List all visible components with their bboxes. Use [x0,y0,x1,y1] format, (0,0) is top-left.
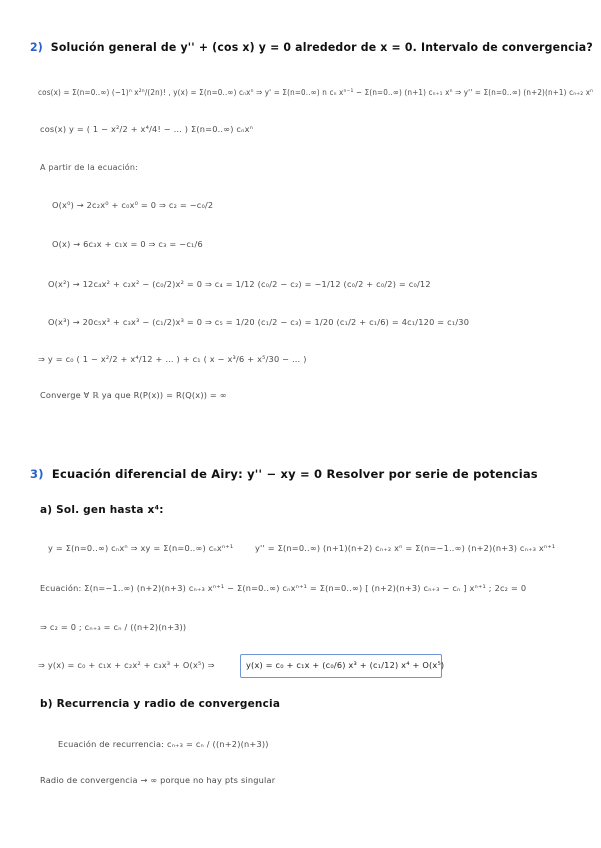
q3a-second-derivative-line: y'' = Σ(n=0..∞) (n+1)(n+2) cₙ₊₂ xⁿ = Σ(n=−1..∞) (n+2)(n+3) cₙ₊₃ xⁿ⁺¹ [255,543,556,553]
q3b-recurrence-line: Ecuación de recurrencia: cₙ₊₃ = cₙ / ((n+2)(n+3)) [58,739,269,749]
question-3-number: 3) [30,467,44,481]
q3a-equation-line: Ecuación: Σ(n=−1..∞) (n+2)(n+3) cₙ₊₃ xⁿ⁺¹ − Σ(n=0..∞) cₙxⁿ⁺¹ = Σ(n=0..∞) [ (n+2)(n+3) cₙ₊₃ − cₙ ] xⁿ⁺¹ ; 2c₂ = 0 [40,583,527,593]
q3a-recurrence-line: ⇒ c₂ = 0 ; cₙ₊₃ = cₙ / ((n+2)(n+3)) [40,622,187,632]
q2-order-1: O(x) → 6c₃x + c₁x = 0 ⇒ c₃ = −c₁/6 [52,239,203,249]
q3a-series-line: y = Σ(n=0..∞) cₙxⁿ ⇒ xy = Σ(n=0..∞) cₙxⁿ⁺¹ [48,543,234,553]
q3-part-a-title: a) Sol. gen hasta x⁴: [40,504,164,516]
question-3-title: Ecuación diferencial de Airy: y'' − xy = 0 Resolver por serie de potencias [51,467,538,481]
q2-order-2: O(x²) → 12c₄x² + c₂x² − (c₀/2)x² = 0 ⇒ c₄ = 1/12 (c₀/2 − c₂) = −1/12 (c₀/2 + c₀/2) = c₀/12 [48,279,431,289]
question-2-number: 2) [30,40,43,54]
q3-part-b-title: b) Recurrencia y radio de convergencia [40,698,281,710]
q3b-radius-line: Radio de convergencia → ∞ porque no hay pts singular [40,775,276,785]
question-3-heading [30,467,538,481]
q2-order-0: O(x⁰) → 2c₂x⁰ + c₀x⁰ = 0 ⇒ c₂ = −c₀/2 [52,200,214,210]
question-2-title: Solución general de y'' + (cos x) y = 0 alrededor de x = 0. Intervalo de convergencia? [50,40,593,54]
question-2-heading [30,40,593,54]
q2-order-3: O(x³) → 20c₅x³ + c₃x³ − (c₁/2)x³ = 0 ⇒ c₅ = 1/20 (c₁/2 − c₃) = 1/20 (c₁/2 + c₁/6) = 4c₁/120 = c₁/30 [48,317,470,327]
q3a-expansion-line: ⇒ y(x) = c₀ + c₁x + c₂x² + c₃x³ + O(x⁵) ⇒ [38,660,215,670]
q2-solution-line: ⇒ y = c₀ ( 1 − x²/2 + x⁴/12 + … ) + c₁ ( x − x³/6 + x⁵/30 − … ) [38,354,307,364]
q2-series-line: cos(x) = Σ(n=0..∞) (−1)ⁿ x²ⁿ/(2n)! , y(x) = Σ(n=0..∞) cₙxⁿ ⇒ y' = Σ(n=0..∞) n cₙ xⁿ⁻¹ − Σ(n=0..∞) (n+1) cₙ₊₁ xⁿ ⇒ y'' = Σ(n=0..∞) (n+2)(n+1) cₙ₊₂ xⁿ [38,87,594,97]
q2-intro-line: A partir de la ecuación: [40,163,139,172]
q3a-boxed-result-text: y(x) = c₀ + c₁x + (c₀/6) x³ + (c₁/12) x⁴ + O(x⁵) [246,660,445,670]
q2-product-line: cos(x) y = ( 1 − x²/2 + x⁴/4! − … ) Σ(n=0..∞) cₙxⁿ [40,124,254,134]
q2-convergence-line: Converge ∀ ℝ ya que R(P(x)) = R(Q(x)) = ∞ [40,390,227,400]
